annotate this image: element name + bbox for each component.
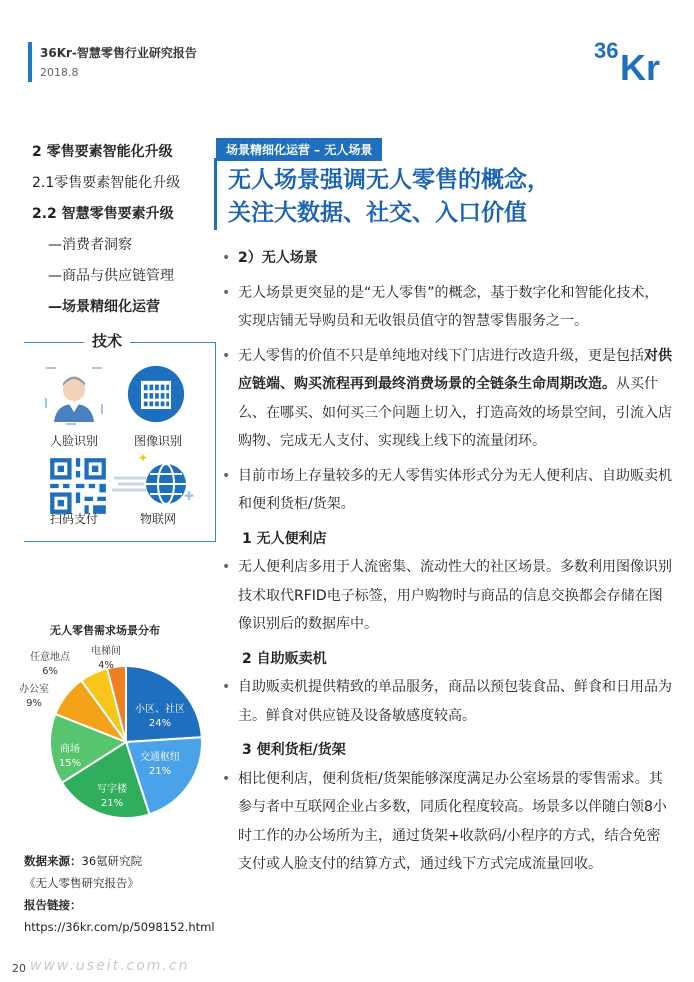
subheading-shelf: 3 便利货柜/货架 xyxy=(242,742,346,758)
tech-label-qr: 扫码支付 xyxy=(49,512,98,526)
tech-box-title: 技术 xyxy=(84,330,130,351)
pie-slice-value-4: 9% xyxy=(26,698,42,709)
pie-slice-label-0: 小区、社区 xyxy=(135,704,185,715)
subheading-convenience-store: 1 无人便利店 xyxy=(242,530,327,547)
paragraph-subtitle: • 2）无人场景 xyxy=(222,244,672,273)
tech-label-image: 图像识别 xyxy=(133,434,182,448)
pie-slice-label-6: 电梯间 xyxy=(91,646,121,657)
svg-text:Kr: Kr xyxy=(620,47,661,82)
svg-text:✚: ✚ xyxy=(184,489,195,503)
table-of-contents xyxy=(32,142,222,328)
paragraph-4: • 无人便利店多用于人流密集、流动性大的社区场景。多数利用图像识别技术取代RFID电子标签，用户购物时与商品的信息交换都会存储在图像识别后的数据库中。 xyxy=(222,553,672,639)
bullet-icon: • xyxy=(222,559,231,575)
toc-item-2[interactable]: 2 零售要素智能化升级 xyxy=(32,144,173,160)
pie-slice-value-1: 21% xyxy=(148,766,172,777)
page-number: 20 xyxy=(12,962,26,975)
section-tag: 场景精细化运营 – 无人场景 xyxy=(216,138,382,161)
toc-item-consumer-insight[interactable]: —消费者洞察 xyxy=(48,237,132,253)
bullet-icon: • xyxy=(222,679,231,695)
pie-slice-label-3: 商场 xyxy=(60,744,80,755)
pie-slice-value-5: 6% xyxy=(42,666,58,677)
toc-item-2-2[interactable]: 2.2 智慧零售要素升级 xyxy=(32,206,174,222)
watermark: www.useit.com.cn xyxy=(30,958,190,974)
svg-text:36: 36 xyxy=(594,38,619,63)
bullet-icon: • xyxy=(222,284,231,301)
body-text xyxy=(222,244,672,879)
source-block xyxy=(24,850,215,938)
pie-slice-value-2: 21% xyxy=(100,798,124,809)
source-org: 36氪研究院 xyxy=(81,854,143,868)
source-label: 数据来源： xyxy=(24,854,82,868)
report-link[interactable]: https://36kr.com/p/5098152.html xyxy=(24,920,215,934)
bullet-icon: • xyxy=(222,770,231,787)
headline-line-2: 关注大数据、社交、入口价值 xyxy=(228,200,527,226)
iot-globe-icon xyxy=(110,450,200,510)
pie-slice-label-2: 写字楼 xyxy=(97,784,127,795)
report-date: 2018.8 xyxy=(40,66,79,79)
pie-slice-label-4: 办公室 xyxy=(19,684,49,695)
tech-label-iot: 物联网 xyxy=(139,512,176,526)
pie-chart-title: 无人零售需求场景分布 xyxy=(50,624,160,637)
source-report: 《无人零售研究报告》 xyxy=(24,876,139,890)
paragraph-3: • 目前市场上存量较多的无人零售实体形式分为无人便利店、自助贩卖机和便利货柜/货架。 xyxy=(222,462,672,519)
bullet-icon: • xyxy=(222,467,231,484)
tech-label-face: 人脸识别 xyxy=(49,434,98,448)
toc-item-scene-operation[interactable]: —场景精细化运营 xyxy=(48,299,160,315)
pie-slice-label-5: 任意地点 xyxy=(30,652,70,663)
pie-slice-value-3: 15% xyxy=(58,758,82,769)
qr-code-icon xyxy=(48,456,108,516)
bullet-icon: • xyxy=(222,347,231,364)
36kr-logo xyxy=(592,36,672,82)
toc-item-2-1[interactable]: 2.1零售要素智能化升级 xyxy=(32,175,181,191)
header-accent-bar xyxy=(28,42,32,82)
bullet-icon: • xyxy=(222,250,231,266)
headline-line-1: 无人场景强调无人零售的概念， xyxy=(228,167,550,193)
pie-slice-value-0: 24% xyxy=(148,718,172,729)
headline-accent-bar xyxy=(214,158,217,230)
paragraph-1: • 无人场景更突显的是“无人零售”的概念，基于数字化和智能化技术，实现店铺无导购员和无收银员值守的智慧零售服务之一。 xyxy=(222,279,672,336)
section-headline xyxy=(228,164,550,230)
paragraph-2: • 无人零售的价值不只是单纯地对线下门店进行改造升级，更是包括对供应链端、购买流程再到最终消费场景的全链条生命周期改造。从买什么、在哪买、如何买三个问题上切入，打造高效的场景空间，引流入店购物、完成无人支付、实现线上线下的流量闭环。 xyxy=(222,342,672,456)
subheading-vending-machine: 2 自助贩卖机 xyxy=(242,650,327,667)
paragraph-5: • 自助贩卖机提供精致的单品服务，商品以预包装食品、鲜食和日用品为主。鲜食对供应链及设备敏感度较高。 xyxy=(222,673,672,730)
pie-chart xyxy=(0,640,222,840)
face-recognition-icon xyxy=(44,366,104,426)
image-recognition-icon xyxy=(126,364,186,424)
toc-item-supply-chain[interactable]: —商品与供应链管理 xyxy=(48,268,174,284)
svg-text:✦: ✦ xyxy=(138,451,149,465)
report-title: 36Kr-智慧零售行业研究报告 xyxy=(40,46,197,60)
report-link-label: 报告链接： xyxy=(24,898,82,912)
pie-slice-label-1: 交通枢纽 xyxy=(140,752,180,763)
pie-slice-value-6: 4% xyxy=(98,660,114,671)
paragraph-6: • 相比便利店，便利货柜/货架能够深度满足办公室场景的零售需求。其参与者中互联网企业占多数，同质化程度较高。场景多以伴随白领8小时工作的办公场所为主，通过货架+收款码/小程序的方式，结合免密支付或人脸支付的结算方式，通过线下方式完成流量回收。 xyxy=(222,765,672,879)
